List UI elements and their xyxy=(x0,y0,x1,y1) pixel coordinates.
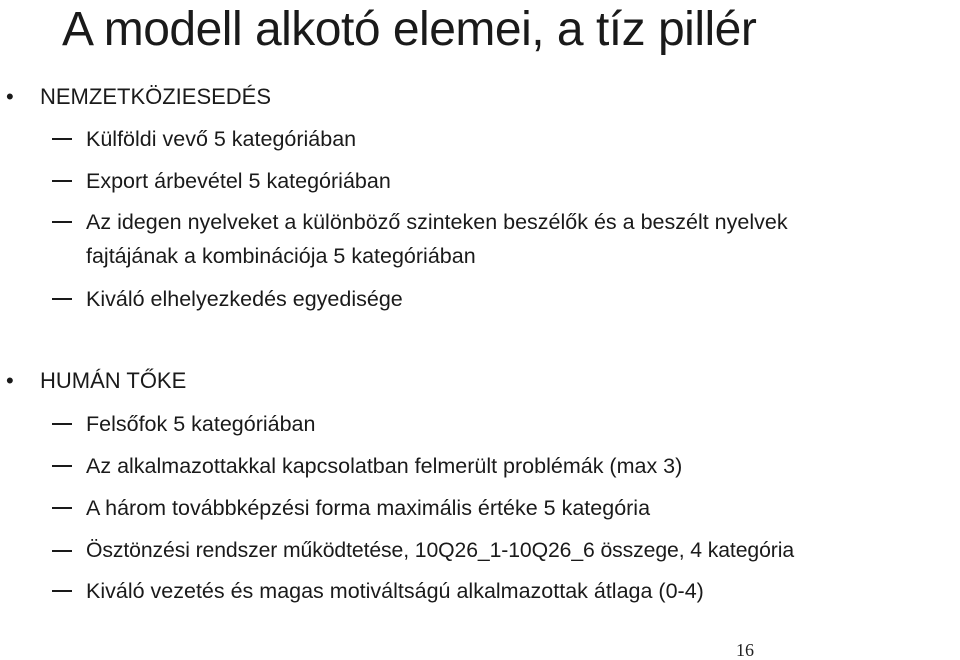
dash-icon xyxy=(52,298,72,300)
bullet-icon: • xyxy=(6,368,14,393)
list-item: Az idegen nyelveket a különböző szinteken beszélők és a beszélt nyelvek xyxy=(86,208,788,236)
list-item: Kiváló vezetés és magas motiváltságú alkalmazottak átlaga (0-4) xyxy=(86,577,704,605)
list-item: Export árbevétel 5 kategóriában xyxy=(86,167,391,195)
list-item-continuation: fajtájának a kombinációja 5 kategóriában xyxy=(86,244,476,268)
list-item: Kiváló elhelyezkedés egyedisége xyxy=(86,285,403,313)
list-item: Az alkalmazottakkal kapcsolatban felmerült problémák (max 3) xyxy=(86,452,682,480)
list-item: A három továbbképzési forma maximális értéke 5 kategória xyxy=(86,494,650,522)
section-heading-internationalization: • NEMZETKÖZIESEDÉS xyxy=(6,84,272,109)
page-number: 16 xyxy=(736,640,754,660)
section-heading-human-capital: • HUMÁN TŐKE xyxy=(6,368,187,393)
dash-icon xyxy=(52,590,72,592)
dash-icon xyxy=(52,138,72,140)
bullet-icon: • xyxy=(6,84,14,109)
list-item: Külföldi vevő 5 kategóriában xyxy=(86,125,356,153)
list-item: Felsőfok 5 kategóriában xyxy=(86,410,315,438)
dash-icon xyxy=(52,550,72,552)
dash-icon xyxy=(52,507,72,509)
dash-icon xyxy=(52,465,72,467)
list-item: Ösztönzési rendszer működtetése, 10Q26_1-10Q26_6 összege, 4 kategória xyxy=(86,537,794,565)
dash-icon xyxy=(52,180,72,182)
dash-icon xyxy=(52,221,72,223)
dash-icon xyxy=(52,423,72,425)
slide-title: A modell alkotó elemei, a tíz pillér xyxy=(62,3,757,56)
